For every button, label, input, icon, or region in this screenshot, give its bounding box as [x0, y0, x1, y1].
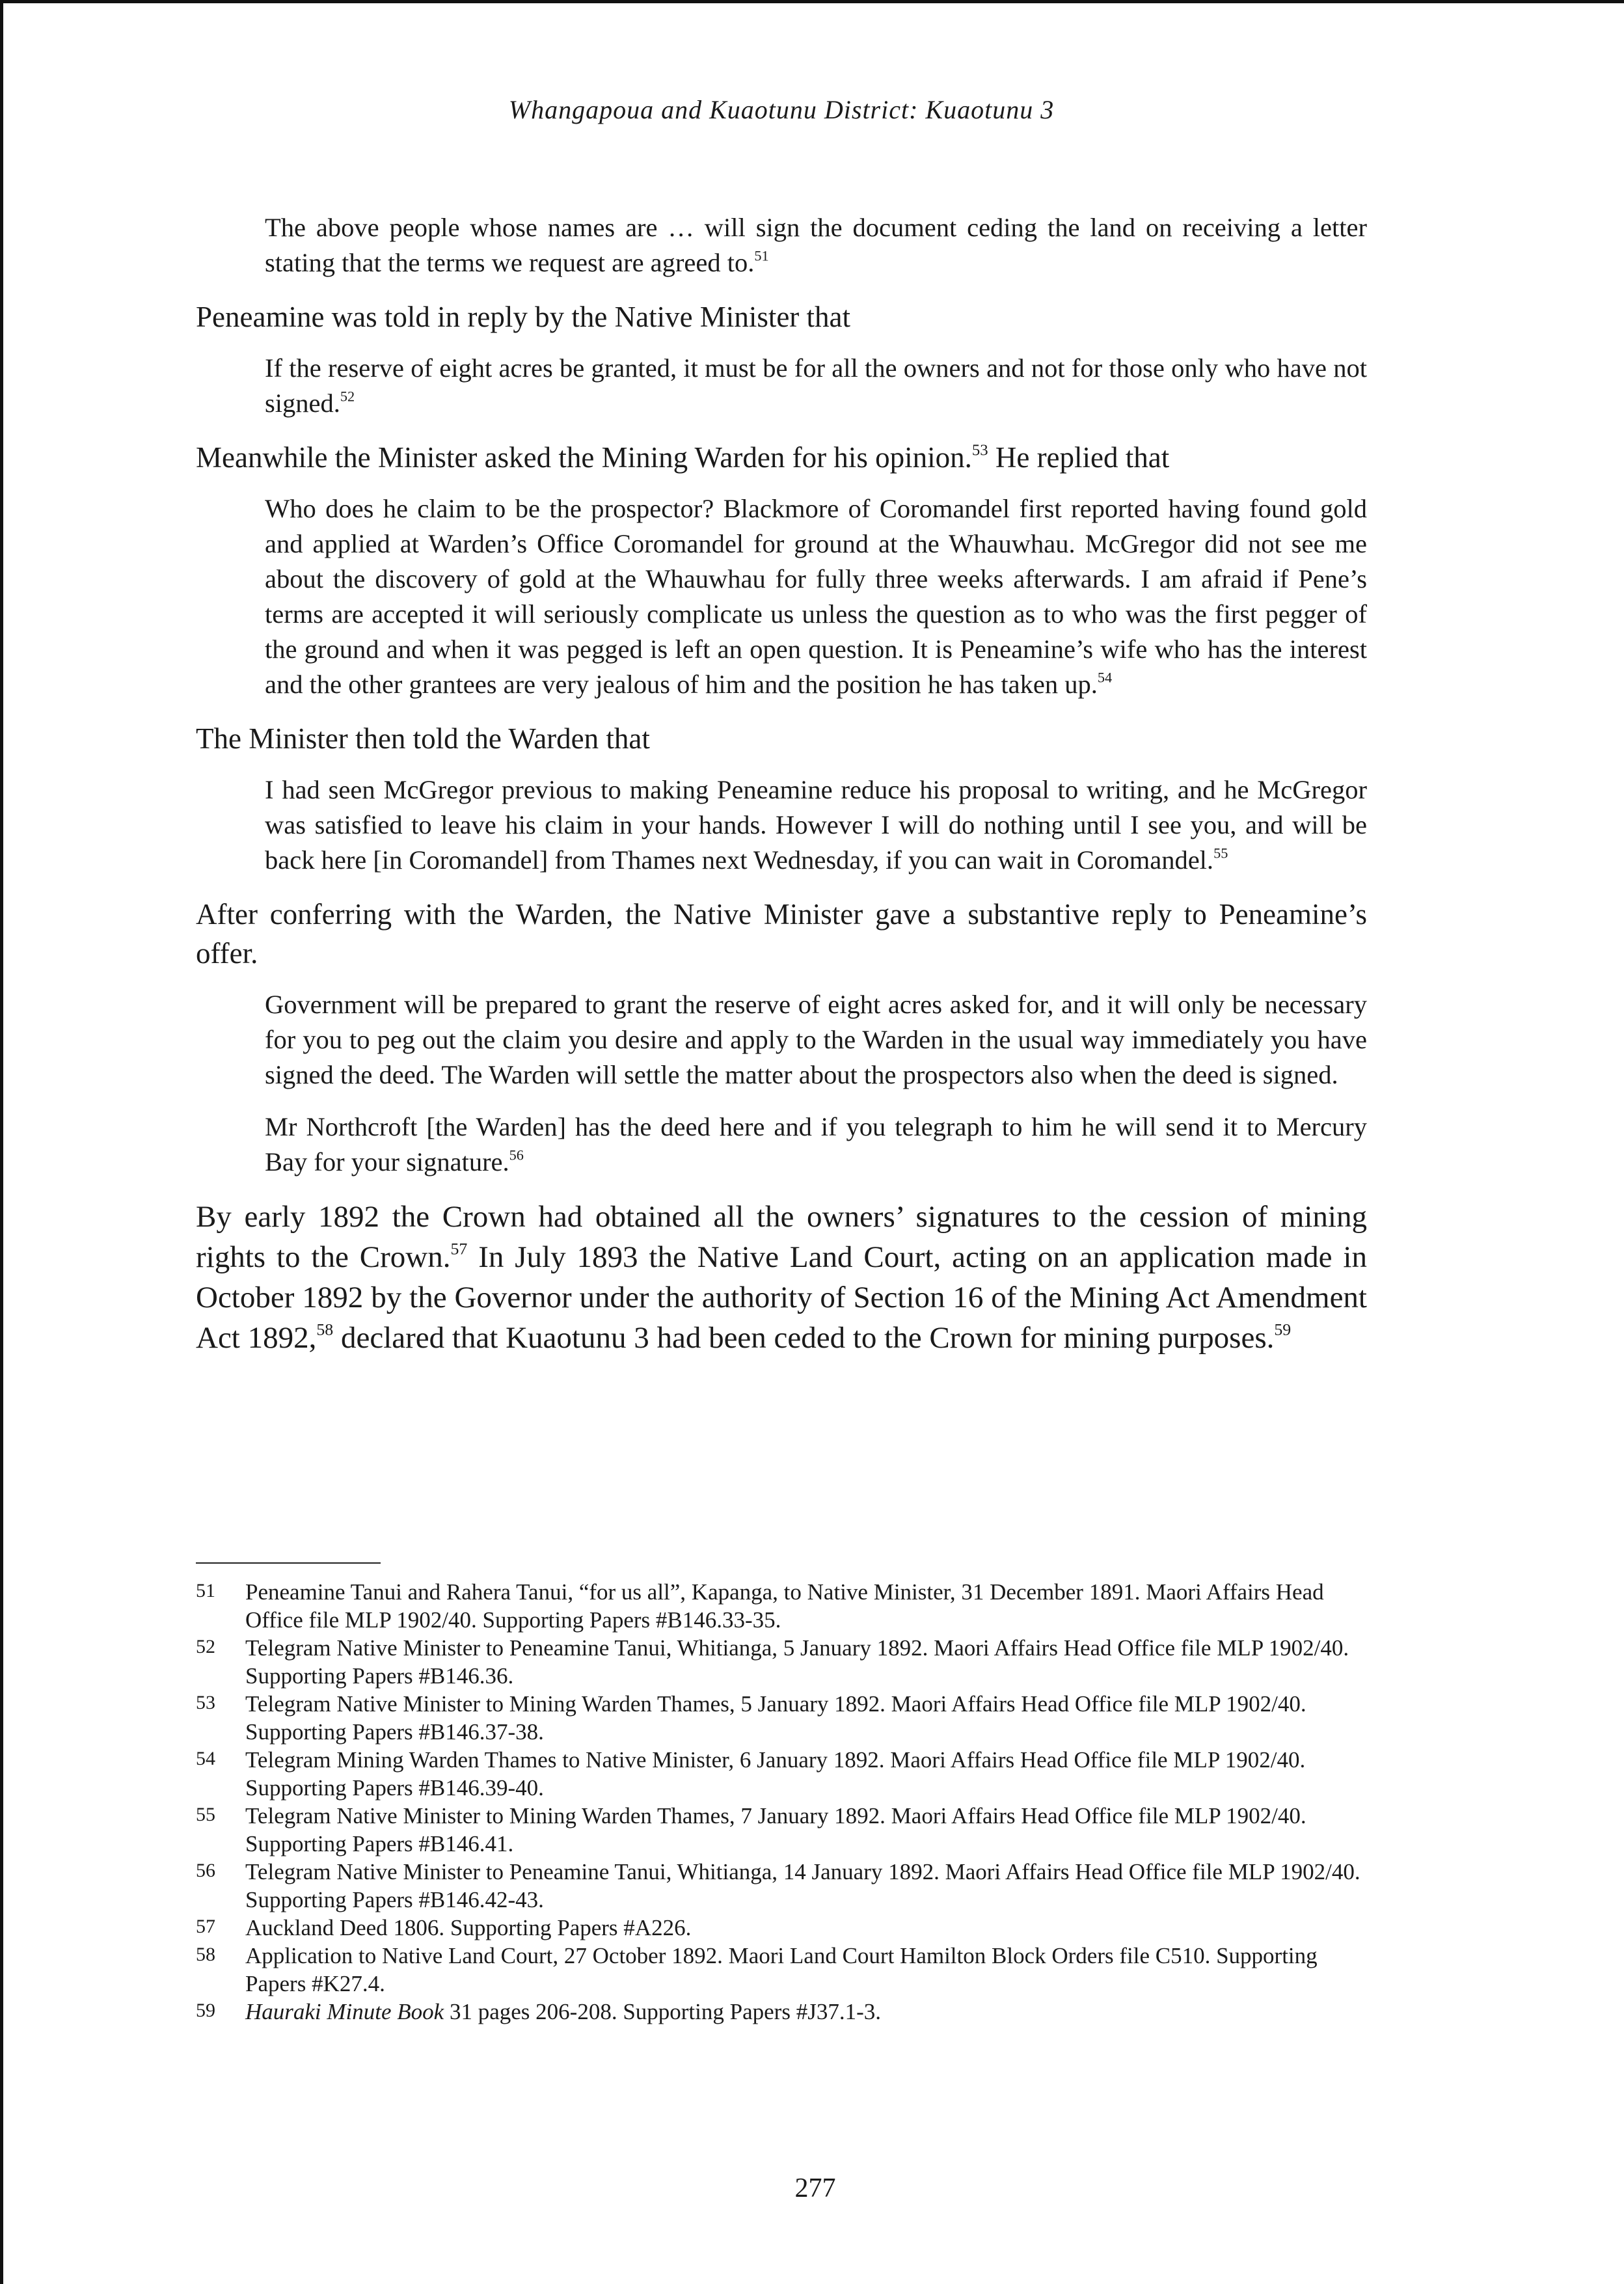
footnote-number: 54 [196, 1748, 215, 1769]
paragraph-text: Meanwhile the Minister asked the Mining Warden for his opinion. [196, 441, 972, 474]
footnote-57 [196, 1914, 1367, 1942]
footnote-ref[interactable]: 52 [340, 388, 355, 405]
running-header: Whangapoua and Kuaotunu District: Kuaotunu 3 [508, 95, 1055, 124]
footnote-number: 53 [196, 1692, 215, 1713]
footnote-number: 51 [196, 1580, 215, 1601]
footnote-51 [196, 1578, 1367, 1634]
footnote-56 [196, 1858, 1367, 1914]
footnote-ref[interactable]: 57 [450, 1239, 468, 1258]
footnote-53 [196, 1690, 1367, 1746]
footnote-text [245, 1998, 1367, 2026]
block-quote-2 [265, 351, 1367, 421]
footnote-number: 56 [196, 1860, 215, 1881]
footnote-59 [196, 1998, 1367, 2026]
footnote-ref[interactable]: 53 [971, 441, 988, 459]
footnote-text: Application to Native Land Court, 27 October 1892. Maori Land Court Hamilton Block Orders file C510. Supporting Papers #K27.4. [245, 1943, 1318, 1996]
footnote-ref[interactable]: 59 [1274, 1320, 1292, 1339]
block-quote-4 [265, 772, 1367, 878]
footnote-number: 52 [196, 1636, 215, 1657]
quote-text: I had seen McGregor previous to making Peneamine reduce his proposal to writing, and he McGregor was satisfied to leave his claim in your hands. However I will do nothing until I see you, and will be back here [in Coromandel] from Thames next Wednesday, if you can wait in Coromandel. [265, 775, 1367, 875]
paragraph-text: He replied that [988, 441, 1170, 474]
footnote-54 [196, 1746, 1367, 1802]
footnote-number: 55 [196, 1804, 215, 1825]
main-text [196, 210, 1367, 1372]
footnote-58 [196, 1942, 1367, 1998]
quote-text: Who does he claim to be the prospector? Blackmore of Coromandel first reported having found gold and applied at Warden’s Office Coromandel for ground at the Whauwhau. McGregor did not see me about the discovery of gold at the Whauwhau for fully three weeks afterwards. I am afraid if Pene’s terms are accepted it will seriously complicate us unless the question as to who was the first pegger of the ground and when it was pegged is left an open question. It is Peneamine’s wife who has the interest and the other grantees are very jealous of him and the position he has taken up. [265, 494, 1367, 699]
footnote-text: Auckland Deed 1806. Supporting Papers #A226. [245, 1915, 692, 1940]
footnote-text: Telegram Native Minister to Mining Warden Thames, 7 January 1892. Maori Affairs Head Office file MLP 1902/40. Supporting Papers #B146.41. [245, 1803, 1306, 1856]
paragraph-4: After conferring with the Warden, the Native Minister gave a substantive reply to Peneamine’s offer. [196, 898, 1367, 970]
block-quote-5 [265, 987, 1367, 1180]
paragraph-text: declared that Kuaotunu 3 had been ceded to the Crown for mining purposes. [333, 1321, 1275, 1355]
footnote-ref[interactable]: 54 [1097, 669, 1113, 686]
page-number: 277 [794, 2173, 836, 2203]
paragraph-2 [196, 438, 1367, 477]
block-quote-1 [265, 210, 1367, 280]
footnote-number: 57 [196, 1916, 215, 1937]
paragraph-text: In July 1893 the Native Land Court, acting on an application made in October 1892 by the Governor under the authority of Section 16 of the Mining Act Amendment Act 1892, [196, 1240, 1367, 1355]
paragraph-text: By early 1892 the Crown had obtained all the owners’ signatures to the cession of mining rights to the Crown. [196, 1200, 1367, 1274]
footnote-number: 58 [196, 1944, 215, 1965]
footnote-divider [196, 1562, 381, 1564]
footnote-ref[interactable]: 51 [754, 247, 769, 264]
footnote-ref[interactable]: 55 [1213, 845, 1228, 862]
quote-text: Government will be prepared to grant the reserve of eight acres asked for, and it will only be necessary for you to peg out the claim you desire and apply to the Warden in the usual way immediately you have signed the deed. The Warden will settle the matter about the prospectors also when the deed is signed. [265, 990, 1367, 1089]
footnote-ref[interactable]: 56 [509, 1147, 524, 1163]
book-title: Hauraki Minute Book [245, 1999, 444, 2024]
footnote-text: Telegram Native Minister to Peneamine Tanui, Whitianga, 14 January 1892. Maori Affairs Head Office file MLP 1902/40. Supporting Papers #B146.42-43. [245, 1859, 1360, 1912]
footnote-text: Telegram Native Minister to Peneamine Tanui, Whitianga, 5 January 1892. Maori Affairs Head Office file MLP 1902/40. Supporting Papers #B146.36. [245, 1635, 1349, 1689]
footnote-55 [196, 1802, 1367, 1858]
quote-text: If the reserve of eight acres be granted, it must be for all the owners and not for those only who have not signed. [265, 353, 1367, 418]
paragraph-3: The Minister then told the Warden that [196, 722, 650, 755]
footnotes [196, 1578, 1367, 2026]
paragraph-5 [196, 1197, 1367, 1358]
footnote-text: Peneamine Tanui and Rahera Tanui, “for us all”, Kapanga, to Native Minister, 31 December 1891. Maori Affairs Head Office file MLP 1902/40. Supporting Papers #B146.33-35. [245, 1579, 1324, 1633]
footnote-ref[interactable]: 58 [316, 1320, 334, 1339]
quote-text: The above people whose names are … will sign the document ceding the land on receiving a letter stating that the terms we request are agreed to. [265, 213, 1367, 277]
footnote-text: Telegram Mining Warden Thames to Native Minister, 6 January 1892. Maori Affairs Head Office file MLP 1902/40. Supporting Papers #B146.39-40. [245, 1747, 1306, 1801]
footnote-number: 59 [196, 2000, 215, 2021]
quote-text: Mr Northcroft [the Warden] has the deed here and if you telegraph to him he will send it to Mercury Bay for your signature. [265, 1112, 1367, 1176]
footnote-text-rest: 31 pages 206-208. Supporting Papers #J37.1-3. [444, 1999, 881, 2024]
footnote-52 [196, 1634, 1367, 1690]
block-quote-3 [265, 491, 1367, 702]
footnote-text: Telegram Native Minister to Mining Warden Thames, 5 January 1892. Maori Affairs Head Office file MLP 1902/40. Supporting Papers #B146.37-38. [245, 1691, 1306, 1745]
paragraph-1: Peneamine was told in reply by the Native Minister that [196, 301, 851, 333]
